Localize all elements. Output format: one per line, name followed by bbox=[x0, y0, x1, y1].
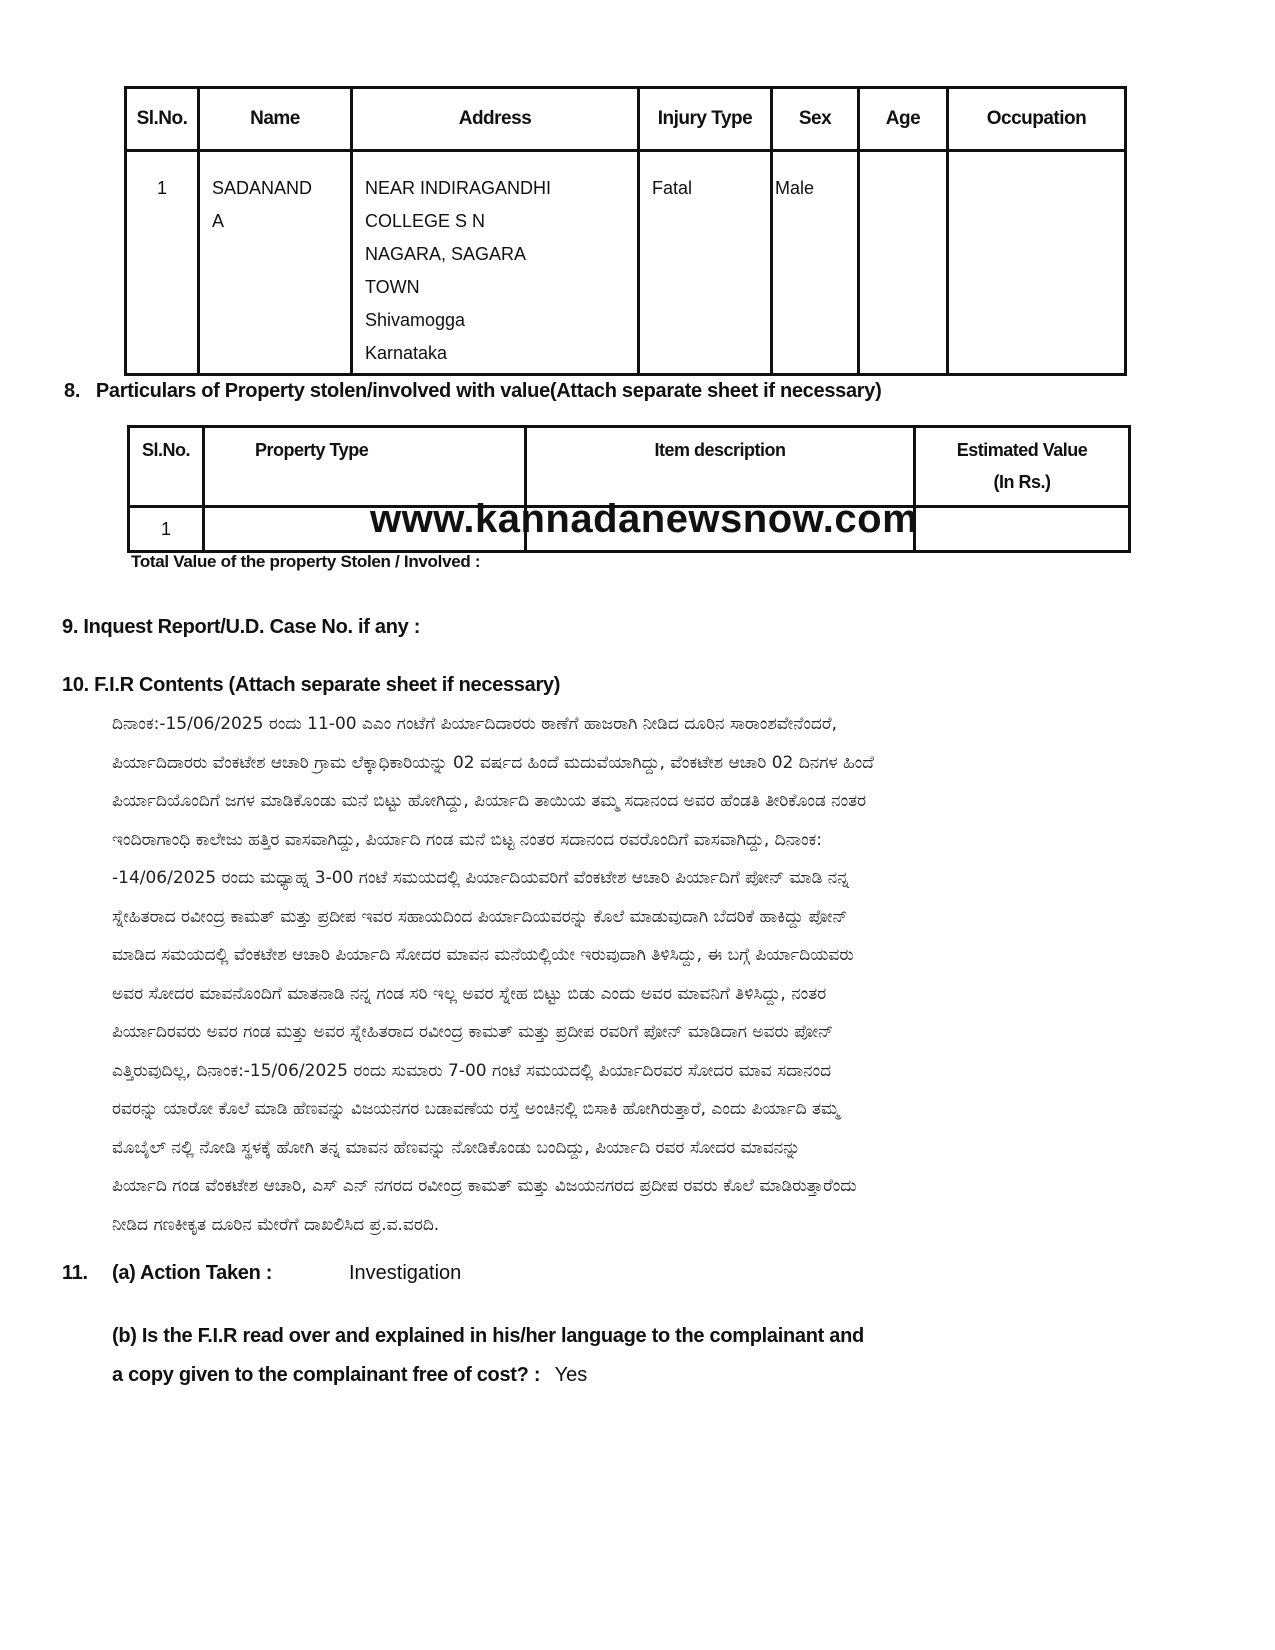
table-header-row bbox=[129, 427, 1130, 507]
fir-line: ಅವರ ಸೋದರ ಮಾವನೊಂದಿಗೆ ಮಾತನಾಡಿ ನನ್ನ ಗಂಡ ಸರಿ ಇಲ್ಲ ಅವರ ಸ್ನೇಹ ಬಿಟ್ಟು ಬಿಡು ಎಂದು ಅವರ ಮಾವನಿಗೆ ತಿಳಿಸಿದ್ದು, ನಂತರ bbox=[112, 983, 827, 1004]
col-header-injury-type: Injury Type bbox=[639, 88, 772, 151]
cell-address bbox=[352, 151, 639, 375]
person-details-table bbox=[124, 86, 1127, 376]
col-header-sex: Sex bbox=[772, 88, 859, 151]
address-line: Karnataka bbox=[365, 343, 448, 363]
address-line: NAGARA, SAGARA bbox=[365, 244, 527, 264]
address-line: Shivamogga bbox=[365, 310, 466, 330]
fir-line: ಸ್ನೇಹಿತರಾದ ರವೀಂದ್ರ ಕಾಮತ್ ಮತ್ತು ಪ್ರದೀಪ ಇವರ ಸಹಾಯದಿಂದ ಪಿರ್ಯಾದಿಯವರನ್ನು ಕೊಲೆ ಮಾಡುವುದಾಗಿ ಬೆದರಿಕೆ ಹಾಕಿದ್ದು ಪೋನ್ bbox=[112, 906, 848, 927]
cell-sl-no: 1 bbox=[126, 151, 199, 375]
fir-line: ಮೊಬೈಲ್ ನಲ್ಲಿ ನೋಡಿ ಸ್ಥಳಕ್ಕೆ ಹೋಗಿ ತನ್ನ ಮಾವನ ಹೆಣವನ್ನು ನೋಡಿಕೊಂಡು ಬಂದಿದ್ದು, ಪಿರ್ಯಾದಿ ರವರ ಸೋದರ ಮಾವನನ್ನು bbox=[112, 1137, 801, 1158]
fir-line: ಪಿರ್ಯಾದಿಯೊಂದಿಗೆ ಜಗಳ ಮಾಡಿಕೊಂಡು ಮನೆ ಬಿಟ್ಟು ಹೋಗಿದ್ದು, ಪಿರ್ಯಾದಿ ತಾಯಿಯ ತಮ್ಮ ಸದಾನಂದ ಅವರ ಹೆಂಡತಿ ತೀರಿಕೊಂಡ ನಂತರ bbox=[112, 791, 867, 811]
fir-line: ಪಿರ್ಯಾದಿದಾರರು ವೆಂಕಟೇಶ ಆಚಾರಿ ಗ್ರಾಮ ಲೆಕ್ಕಾಧಿಕಾರಿಯನ್ನು 02 ವರ್ಷದ ಹಿಂದೆ ಮದುವೆಯಾಗಿದ್ದು, ವೆಂಕಟೇಶ ಆಚಾರಿ 02 ದಿನಗಳ ಹಿಂದೆ bbox=[112, 752, 874, 773]
col-header-property-type: Property Type bbox=[204, 427, 526, 507]
cell-age bbox=[859, 151, 948, 375]
fir-read-question-line1: (b) Is the F.I.R read over and explained in his/her language to the complainant and bbox=[112, 1325, 864, 1347]
estimated-value-unit: (In Rs.) bbox=[993, 472, 1051, 492]
section-8-heading bbox=[64, 380, 881, 403]
name-line: A bbox=[212, 211, 225, 231]
fir-line: ಪಿರ್ಯಾದಿರವರು ಅವರ ಗಂಡ ಮತ್ತು ಅವರ ಸ್ನೇಹಿತರಾದ ರವೀಂದ್ರ ಕಾಮತ್ ಮತ್ತು ಪ್ರದೀಪ ರವರಿಗೆ ಪೋನ್ ಮಾಡಿದಾಗ ಅವರು ಪೋನ್ bbox=[112, 1022, 834, 1042]
watermark-text: www.kannadanewsnow.com bbox=[370, 497, 919, 541]
section-9-heading: 9. Inquest Report/U.D. Case No. if any : bbox=[62, 616, 421, 638]
table-header-row bbox=[126, 88, 1126, 151]
action-taken-value: Investigation bbox=[349, 1262, 462, 1284]
fir-read-question-line2: a copy given to the complainant free of cost? : bbox=[112, 1364, 541, 1386]
section-10-heading: 10. F.I.R Contents (Attach separate sheet if necessary) bbox=[62, 674, 561, 696]
cell-estimated-value bbox=[915, 507, 1130, 552]
section-8-number: 8. bbox=[64, 380, 81, 402]
fir-read-answer: Yes bbox=[554, 1364, 588, 1386]
col-header-address: Address bbox=[352, 88, 639, 151]
col-header-sl-no: Sl.No. bbox=[126, 88, 199, 151]
fir-line: ದಿನಾಂಕ:-15/06/2025 ರಂದು 11-00 ಎಎಂ ಗಂಟೆಗೆ ಪಿರ್ಯಾದಿದಾರರು ಠಾಣೆಗೆ ಹಾಜರಾಗಿ ನೀಡಿದ ದೂರಿನ ಸಾರಾಂಶವೇನೆಂದರೆ, bbox=[112, 714, 837, 734]
col-header-estimated-value bbox=[915, 427, 1130, 507]
fir-line: ಪಿರ್ಯಾದಿ ಗಂಡ ವೆಂಕಟೇಶ ಆಚಾರಿ, ಎಸ್ ಎನ್ ನಗರದ ರವೀಂದ್ರ ಕಾಮತ್ ಮತ್ತು ವಿಜಯನಗರದ ಪ್ರದೀಪ ರವರು ಕೊಲೆ ಮಾಡಿರುತ್ತಾರೆಂದು bbox=[112, 1176, 857, 1196]
cell-name bbox=[199, 151, 352, 375]
fir-line: ಎತ್ತಿರುವುದಿಲ್ಲ, ದಿನಾಂಕ:-15/06/2025 ರಂದು ಸುಮಾರು 7-00 ಗಂಟೆ ಸಮಯದಲ್ಲಿ ಪಿರ್ಯಾದಿರವರ ಸೋದರ ಮಾವ ಸದಾನಂದ bbox=[112, 1060, 832, 1081]
fir-line: ಮಾಡಿದ ಸಮಯದಲ್ಲಿ ವೆಂಕಟೇಶ ಆಚಾರಿ ಪಿರ್ಯಾದಿ ಸೋದರ ಮಾವನ ಮನೆಯಲ್ಲಿಯೇ ಇರುವುದಾಗಿ ತಿಳಿಸಿದ್ದು, ಈ ಬಗ್ಗೆ ಪಿರ್ಯಾದಿಯವರು bbox=[112, 945, 854, 965]
address-line: NEAR INDIRAGANDHI bbox=[365, 178, 552, 198]
address-line: COLLEGE S N bbox=[365, 211, 486, 231]
table-row bbox=[126, 151, 1126, 375]
fir-line: ನೀಡಿದ ಗಣಕೀಕೃತ ದೂರಿನ ಮೇರೆಗೆ ದಾಖಲಿಸಿದ ಪ್ರ.ವ.ವರದಿ. bbox=[112, 1214, 440, 1235]
cell-sl-no: 1 bbox=[129, 507, 204, 552]
total-value-label: Total Value of the property Stolen / Involved : bbox=[131, 552, 481, 571]
section-11-number: 11. bbox=[62, 1262, 88, 1284]
section-8-title: Particulars of Property stolen/involved with value(Attach separate sheet if necessary) bbox=[95, 380, 882, 402]
col-header-age: Age bbox=[859, 88, 948, 151]
col-header-name: Name bbox=[199, 88, 352, 151]
col-header-sl-no: Sl.No. bbox=[129, 427, 204, 507]
fir-contents bbox=[112, 705, 1122, 1244]
fir-read-question-line2-row bbox=[112, 1364, 587, 1387]
action-taken-label: (a) Action Taken : bbox=[112, 1262, 273, 1284]
name-line: SADANAND bbox=[212, 178, 313, 198]
estimated-value-label: Estimated Value bbox=[956, 440, 1088, 460]
address-line: TOWN bbox=[365, 277, 420, 297]
cell-injury-type: Fatal bbox=[639, 151, 772, 375]
col-header-item-description: Item description bbox=[526, 427, 915, 507]
fir-line: ರವರನ್ನು ಯಾರೋ ಕೊಲೆ ಮಾಡಿ ಹೆಣವನ್ನು ವಿಜಯನಗರ ಬಡಾವಣೆಯ ರಸ್ತೆ ಅಂಚಿನಲ್ಲಿ ಬಿಸಾಕಿ ಹೋಗಿರುತ್ತಾರೆ, ಎಂದು ಪಿರ್ಯಾದಿ ತಮ್ಮ bbox=[112, 1099, 840, 1119]
col-header-occupation: Occupation bbox=[948, 88, 1126, 151]
cell-sex: Male bbox=[772, 151, 859, 375]
fir-line: -14/06/2025 ರಂದು ಮಧ್ಯಾಹ್ನ 3-00 ಗಂಟೆ ಸಮಯದಲ್ಲಿ ಪಿರ್ಯಾದಿಯವರಿಗೆ ವೆಂಕಟೇಶ ಆಚಾರಿ ಪಿರ್ಯಾದಿಗೆ ಪೋನ್ ಮಾಡಿ ನನ್ನ bbox=[112, 868, 849, 888]
fir-line: ಇಂದಿರಾಗಾಂಧಿ ಕಾಲೇಜು ಹತ್ತಿರ ವಾಸವಾಗಿದ್ದು, ಪಿರ್ಯಾದಿ ಗಂಡ ಮನೆ ಬಿಟ್ಟ ನಂತರ ಸದಾನಂದ ರವರೊಂದಿಗೆ ವಾಸವಾಗಿದ್ದು, ದಿನಾಂಕ: bbox=[112, 829, 823, 850]
cell-occupation bbox=[948, 151, 1126, 375]
